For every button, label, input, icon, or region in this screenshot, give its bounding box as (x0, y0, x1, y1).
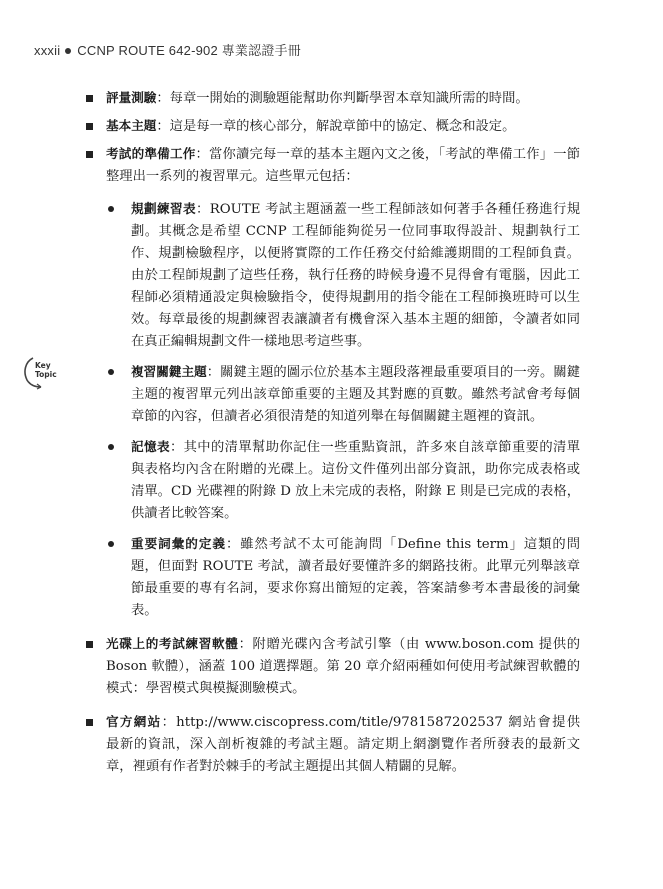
square-bullet-icon (86, 123, 93, 130)
book-title: CCNP ROUTE 642-902 專業認證手冊 (77, 43, 301, 58)
item-label: 考試的準備工作 (106, 146, 196, 161)
subitem-text: ：關鍵主題的圖示位於基本主題段落裡最重要項目的一旁。關鍵主題的複習單元列出該章節重要的主題及其對應的頁數。雖然考試會考每個章節的內容，但讀者必須很清楚的知道列舉在每個關鍵主題裡的資訊。 (131, 365, 581, 424)
item-label: 評量測驗 (106, 90, 157, 105)
subitem-label: 重要詞彙的定義 (131, 536, 226, 551)
subitem-label: 複習關鍵主題 (131, 364, 207, 379)
sub-list-item (86, 436, 580, 525)
item-text: ：當你讀完每一章的基本主題內文之後，「考試的準備工作」一節整理出一系列的複習單元。這些單元包括： (106, 147, 580, 184)
square-bullet-icon (86, 151, 93, 158)
running-header (34, 40, 301, 59)
square-bullet-icon (86, 719, 93, 726)
item-text: ：這是每一章的核心部分，解說章節中的協定、概念和設定。 (156, 119, 516, 134)
page-number: xxxii (34, 43, 61, 58)
round-bullet-icon (108, 541, 114, 547)
item-text: ：http://www.ciscopress.com/title/9781587202537 網站會提供最新的資訊，深入剖析複雜的考試主題。請定期上網瀏覽作者所發表的最新文章，裡頭有作者對於棘手的考試主題提出其個人精闢的見解。 (106, 715, 580, 774)
list-item (86, 115, 580, 138)
list-item (86, 633, 580, 700)
subitem-label: 規劃練習表 (131, 201, 197, 216)
key-topic-icon (21, 354, 61, 390)
round-bullet-icon (108, 444, 114, 450)
sub-list-item (86, 361, 580, 428)
sub-list-item (86, 533, 580, 622)
item-label: 官方網站 (106, 714, 162, 729)
list-item (86, 711, 580, 778)
subitem-text: ：ROUTE 考試主題涵蓋一些工程師該如何著手各種任務進行規劃。其概念是希望 CCNP 工程師能夠從另一位同事取得設計、規劃執行工作、規劃檢驗程序，以便將實際的工作任務交付給維護期間的工程師負責。由於工程師規劃了這些任務，執行任務的時候身邊不見得會有電腦，因此工程師必須精通設定與檢驗指令，使得規劃用的指令能在工程師換班時可以生效。每章最後的規劃練習表讓讀者有機會深入基本主題的細節，令讀者如同在真正編輯規劃文件一樣地思考這些事。 (131, 202, 581, 349)
item-label: 基本主題 (106, 118, 157, 133)
list-item (86, 143, 580, 188)
bullet-dot-icon (65, 48, 71, 54)
subitem-label: 記憶表 (131, 439, 170, 454)
key-topic-label-topic: Topic (35, 370, 57, 379)
round-bullet-icon (108, 206, 114, 212)
square-bullet-icon (86, 641, 93, 648)
round-bullet-icon (108, 369, 114, 375)
sub-list-item (86, 198, 580, 353)
subitem-text: ：其中的清單幫助你記住一些重點資訊，許多來自該章節重要的清單與表格均內含在附贈的光碟上。這份文件僅列出部分資訊，助你完成表格或清單。CD 光碟裡的附錄 D 放上未完成的表格，附錄 E 則是已完成的表格，供讀者比較答案。 (131, 440, 581, 521)
key-topic-label-key: Key (35, 361, 51, 370)
square-bullet-icon (86, 95, 93, 102)
main-content (86, 87, 580, 778)
item-label: 光碟上的考試練習軟體 (106, 636, 239, 651)
item-text: ：附贈光碟內含考試引擎（由 www.boson.com 提供的 Boson 軟體），涵蓋 100 道選擇題。第 20 章介紹兩種如何使用考試練習軟體的模式：學習模式與模擬測驗模式。 (106, 637, 581, 696)
item-text: ：每章一開始的測驗題能幫助你判斷學習本章知識所需的時間。 (156, 91, 529, 106)
list-item (86, 87, 580, 110)
subitem-text: ：雖然考試不太可能詢問「Define this term」這類的問題，但面對 ROUTE 考試，讀者最好要懂許多的網路技術。此單元列舉該章節最重要的專有名詞，要求你寫出簡短的定義，答案請參考本書最後的詞彙表。 (131, 537, 580, 618)
